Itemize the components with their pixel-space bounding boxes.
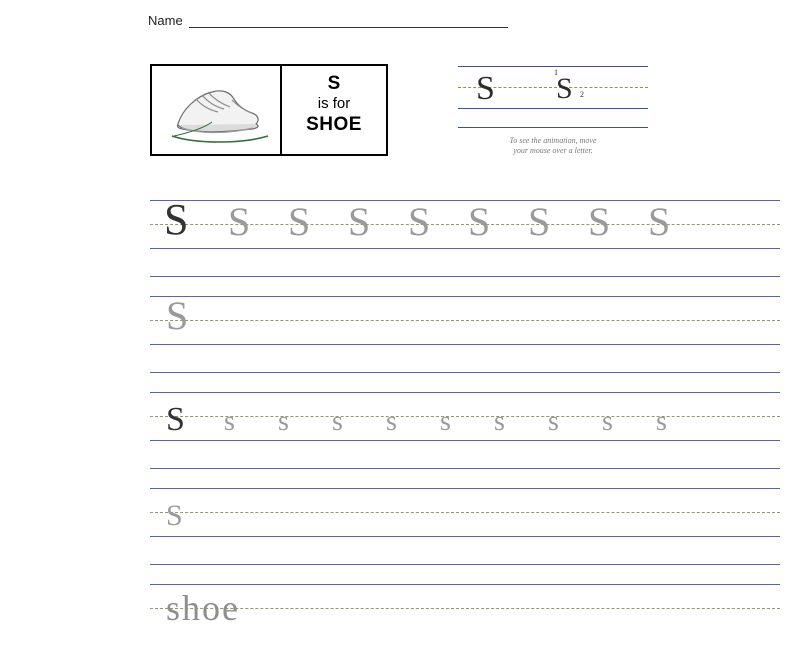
- word-illustration-box: [150, 64, 388, 156]
- trace-letter: S: [468, 199, 491, 244]
- practice-row-lowercase-blank[interactable]: [150, 476, 780, 572]
- trace-letter: s: [224, 406, 235, 437]
- word-trace: shoe: [166, 588, 240, 628]
- animation-hint-line-2: your mouse over a letter.: [513, 146, 593, 155]
- trace-letter: S: [288, 199, 311, 244]
- letter-heading: S: [327, 73, 341, 94]
- demo-uppercase-letter[interactable]: S: [476, 70, 495, 107]
- trace-letter: S: [648, 199, 671, 244]
- lead-letter: S: [166, 401, 185, 438]
- name-label: Name: [148, 13, 183, 28]
- trace-letter: S: [228, 199, 251, 244]
- trace-letter: s: [494, 406, 505, 437]
- is-for-text: is for: [317, 95, 351, 112]
- word-text-panel: [282, 66, 386, 154]
- practice-area: [150, 188, 780, 668]
- lead-letter: S: [164, 195, 189, 244]
- demo-lowercase-letter[interactable]: S: [556, 72, 573, 105]
- glyph-row: [150, 476, 780, 536]
- rule-bottom: [150, 468, 780, 469]
- trace-letter: s: [332, 406, 343, 437]
- trace-letter: s: [440, 406, 451, 437]
- lead-letter: S: [166, 499, 183, 532]
- rule-baseline: [150, 248, 780, 249]
- glyph-row: [150, 380, 780, 440]
- practice-row-word-trace[interactable]: [150, 572, 780, 668]
- trace-letter: s: [548, 406, 559, 437]
- trace-letter: s: [602, 406, 613, 437]
- word-text: SHOE: [306, 114, 362, 135]
- rule-bottom: [150, 276, 780, 277]
- lead-letter: S: [166, 293, 189, 338]
- trace-letter: S: [348, 199, 371, 244]
- demo-stroke-number-2: 2: [580, 90, 584, 99]
- rule-bottom: [150, 372, 780, 373]
- rule-baseline: [150, 536, 780, 537]
- demo-rule-baseline: [458, 108, 648, 109]
- glyph-row: [150, 572, 780, 632]
- glyph-row: [150, 188, 780, 248]
- trace-letter: s: [656, 406, 667, 437]
- shoe-illustration-icon: [152, 66, 282, 154]
- practice-row-lowercase-trace[interactable]: [150, 380, 780, 476]
- trace-letter: S: [408, 199, 431, 244]
- trace-letter: S: [588, 199, 611, 244]
- name-field-row: [148, 14, 508, 28]
- trace-letter: S: [528, 199, 551, 244]
- rule-bottom: [150, 564, 780, 565]
- trace-letter: s: [278, 406, 289, 437]
- trace-letter: s: [386, 406, 397, 437]
- practice-row-uppercase-trace[interactable]: [150, 188, 780, 284]
- animation-demo-block[interactable]: [458, 66, 648, 155]
- demo-stroke-number-1: 1: [554, 68, 558, 77]
- demo-rule-bottom: [458, 127, 648, 128]
- name-input-line[interactable]: [189, 14, 508, 28]
- animation-hint-line-1: To see the animation, move: [509, 136, 597, 145]
- practice-row-uppercase-blank[interactable]: [150, 284, 780, 380]
- rule-baseline: [150, 440, 780, 441]
- rule-baseline: [150, 344, 780, 345]
- animation-hint: [460, 136, 646, 156]
- glyph-row: [150, 284, 780, 344]
- demo-rule-top: [458, 66, 648, 67]
